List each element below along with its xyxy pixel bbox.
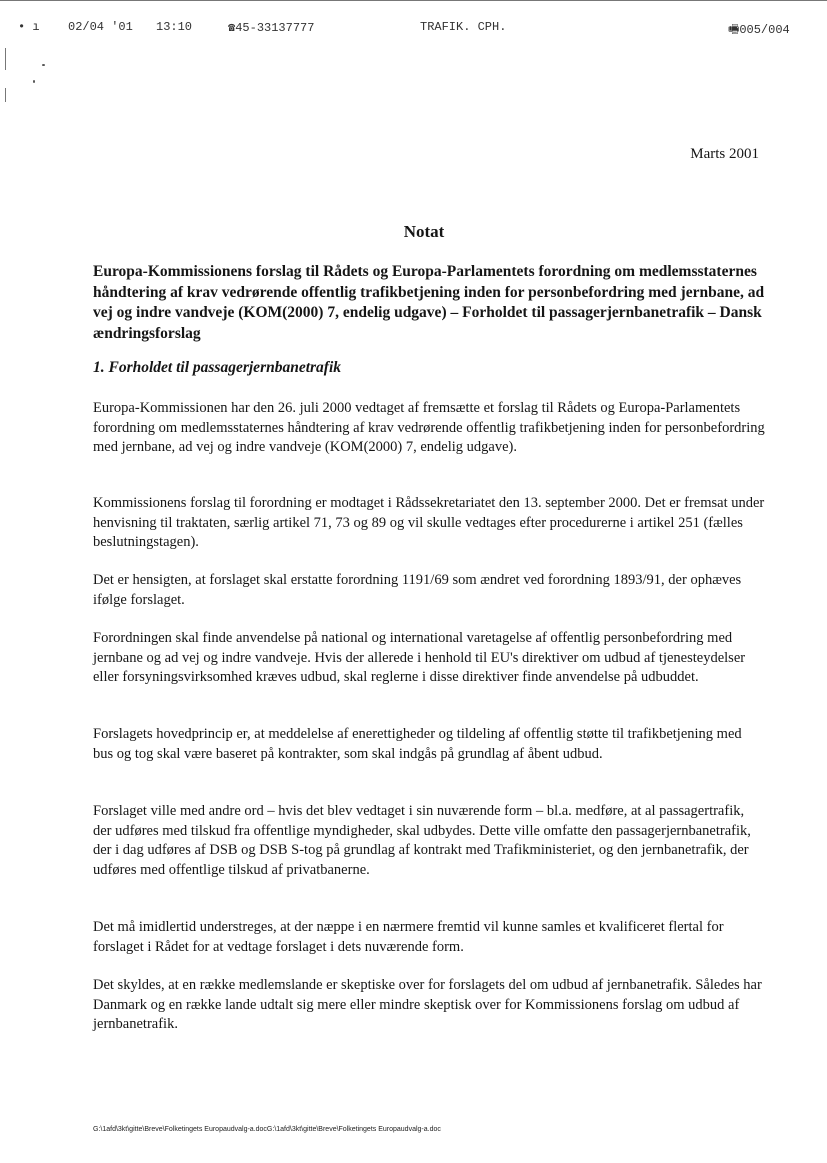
body-paragraph: Det skyldes, at en række medlemslande er skeptiske over for forslagets del om udbud af jernbanetrafik. Således har Danmark og en række lande udtalt sig mere eller mindre skeptisk over for Kommissionens forslag om udbud af jernbanetrafik.	[93, 977, 762, 1032]
fax-mark: • ı	[18, 20, 40, 34]
body-paragraph: Forordningen skal finde anvendelse på national og international varetagelse af offentlig personbefordring med jernbane og ad vej og indre vandveje. Hvis der allerede i henhold til EU's direktiver om udbud af tjenesteydelser eller forsyningsvirksomhed kræves udbud, skal reglerne i disse direktiver finde anvendelse på udbuddet.	[93, 630, 746, 685]
scan-edge-mark	[5, 48, 6, 70]
document-title: Notat	[403, 222, 445, 241]
footer-file-path: G:\1afd\3kt\gitte\Breve\Folketingets Europaudvalg-a.docG:\1afd\3kt\gitte\Breve\Folketingets Europaudvalg-a.doc	[93, 1126, 441, 1133]
scan-edge-mark	[5, 88, 6, 102]
body-paragraph: Forslagets hovedprincip er, at meddelelse af enerettigheder og tildeling af offentlig støtte til trafikbetjening med bus og tog skal være baseret på kontrakter, som skal indgås på grundlag af åbent udbud.	[93, 726, 742, 762]
fax-header	[0, 20, 827, 40]
document-date: Marts 2001	[690, 146, 759, 162]
body-paragraph: Kommissionens forslag til forordning er modtaget i Rådssekretariatet den 13. september 2000. Det er fremsat under henvisning til traktaten, særlig artikel 71, 73 og 89 og vil skulle vedtages efter procedurerne i artikel 251 (fælles beslutningstagen).	[93, 495, 765, 550]
fax-page-number: 🖷005/004	[728, 23, 790, 37]
body-paragraph: Det er hensigten, at forslaget skal erstatte forordning 1191/69 som ændret ved forordning 1893/91, der ophæves ifølge forslaget.	[93, 572, 742, 608]
body-paragraph: Europa-Kommissionen har den 26. juli 2000 vedtaget af fremsætte et forslag til Rådets og Europa-Parlamentets forordning om medlemsstaternes håndtering af krav vedrørende offentlig trafikbetjening inden for personbefordring med jernbane, ad vej og indre vandveje (KOM(2000) 7, endelig udgave).	[93, 400, 765, 455]
fax-time: 13:10	[156, 20, 193, 34]
scan-speck	[33, 80, 35, 83]
fax-phone: ☎45-33137777	[228, 21, 315, 35]
body-paragraph: Forslaget ville med andre ord – hvis det blev vedtaget i sin nuværende form – bl.a. medføre, at al passagertrafik, der udføres med tilskud fra offentlige myndigheder, skal udbydes. Dette ville omfatte den passagerjernbanetrafik, der i dag udføres af DSB og DSB S-tog på grundlag af kontrakt med Trafikministeriet, og den jernbanetrafik, der udføres med offentlige tilskud af privatbanerne.	[93, 803, 751, 878]
fax-sender: TRAFIK. CPH.	[420, 20, 507, 34]
fax-date: 02/04 '01	[68, 20, 133, 34]
section-heading: 1. Forholdet til passagerjernbanetrafik	[93, 359, 342, 376]
document-subject: Europa-Kommissionens forslag til Rådets og Europa-Parlamentets forordning om medlemsstaternes håndtering af krav vedrørende offentlig trafikbetjening inden for personbefordring med jernbane, ad vej og indre vandveje (KOM(2000) 7, endelig udgave) – Forholdet til passagerjernbanetrafik – Dansk ændringsforslag	[93, 263, 765, 342]
scan-speck	[42, 64, 45, 66]
scan-top-rule	[0, 0, 827, 1]
body-paragraph: Det må imidlertid understreges, at der næppe i en nærmere fremtid vil kunne samles et kvalificeret flertal for forslaget i Rådet for at vedtage forslaget i dets nuværende form.	[93, 919, 724, 955]
